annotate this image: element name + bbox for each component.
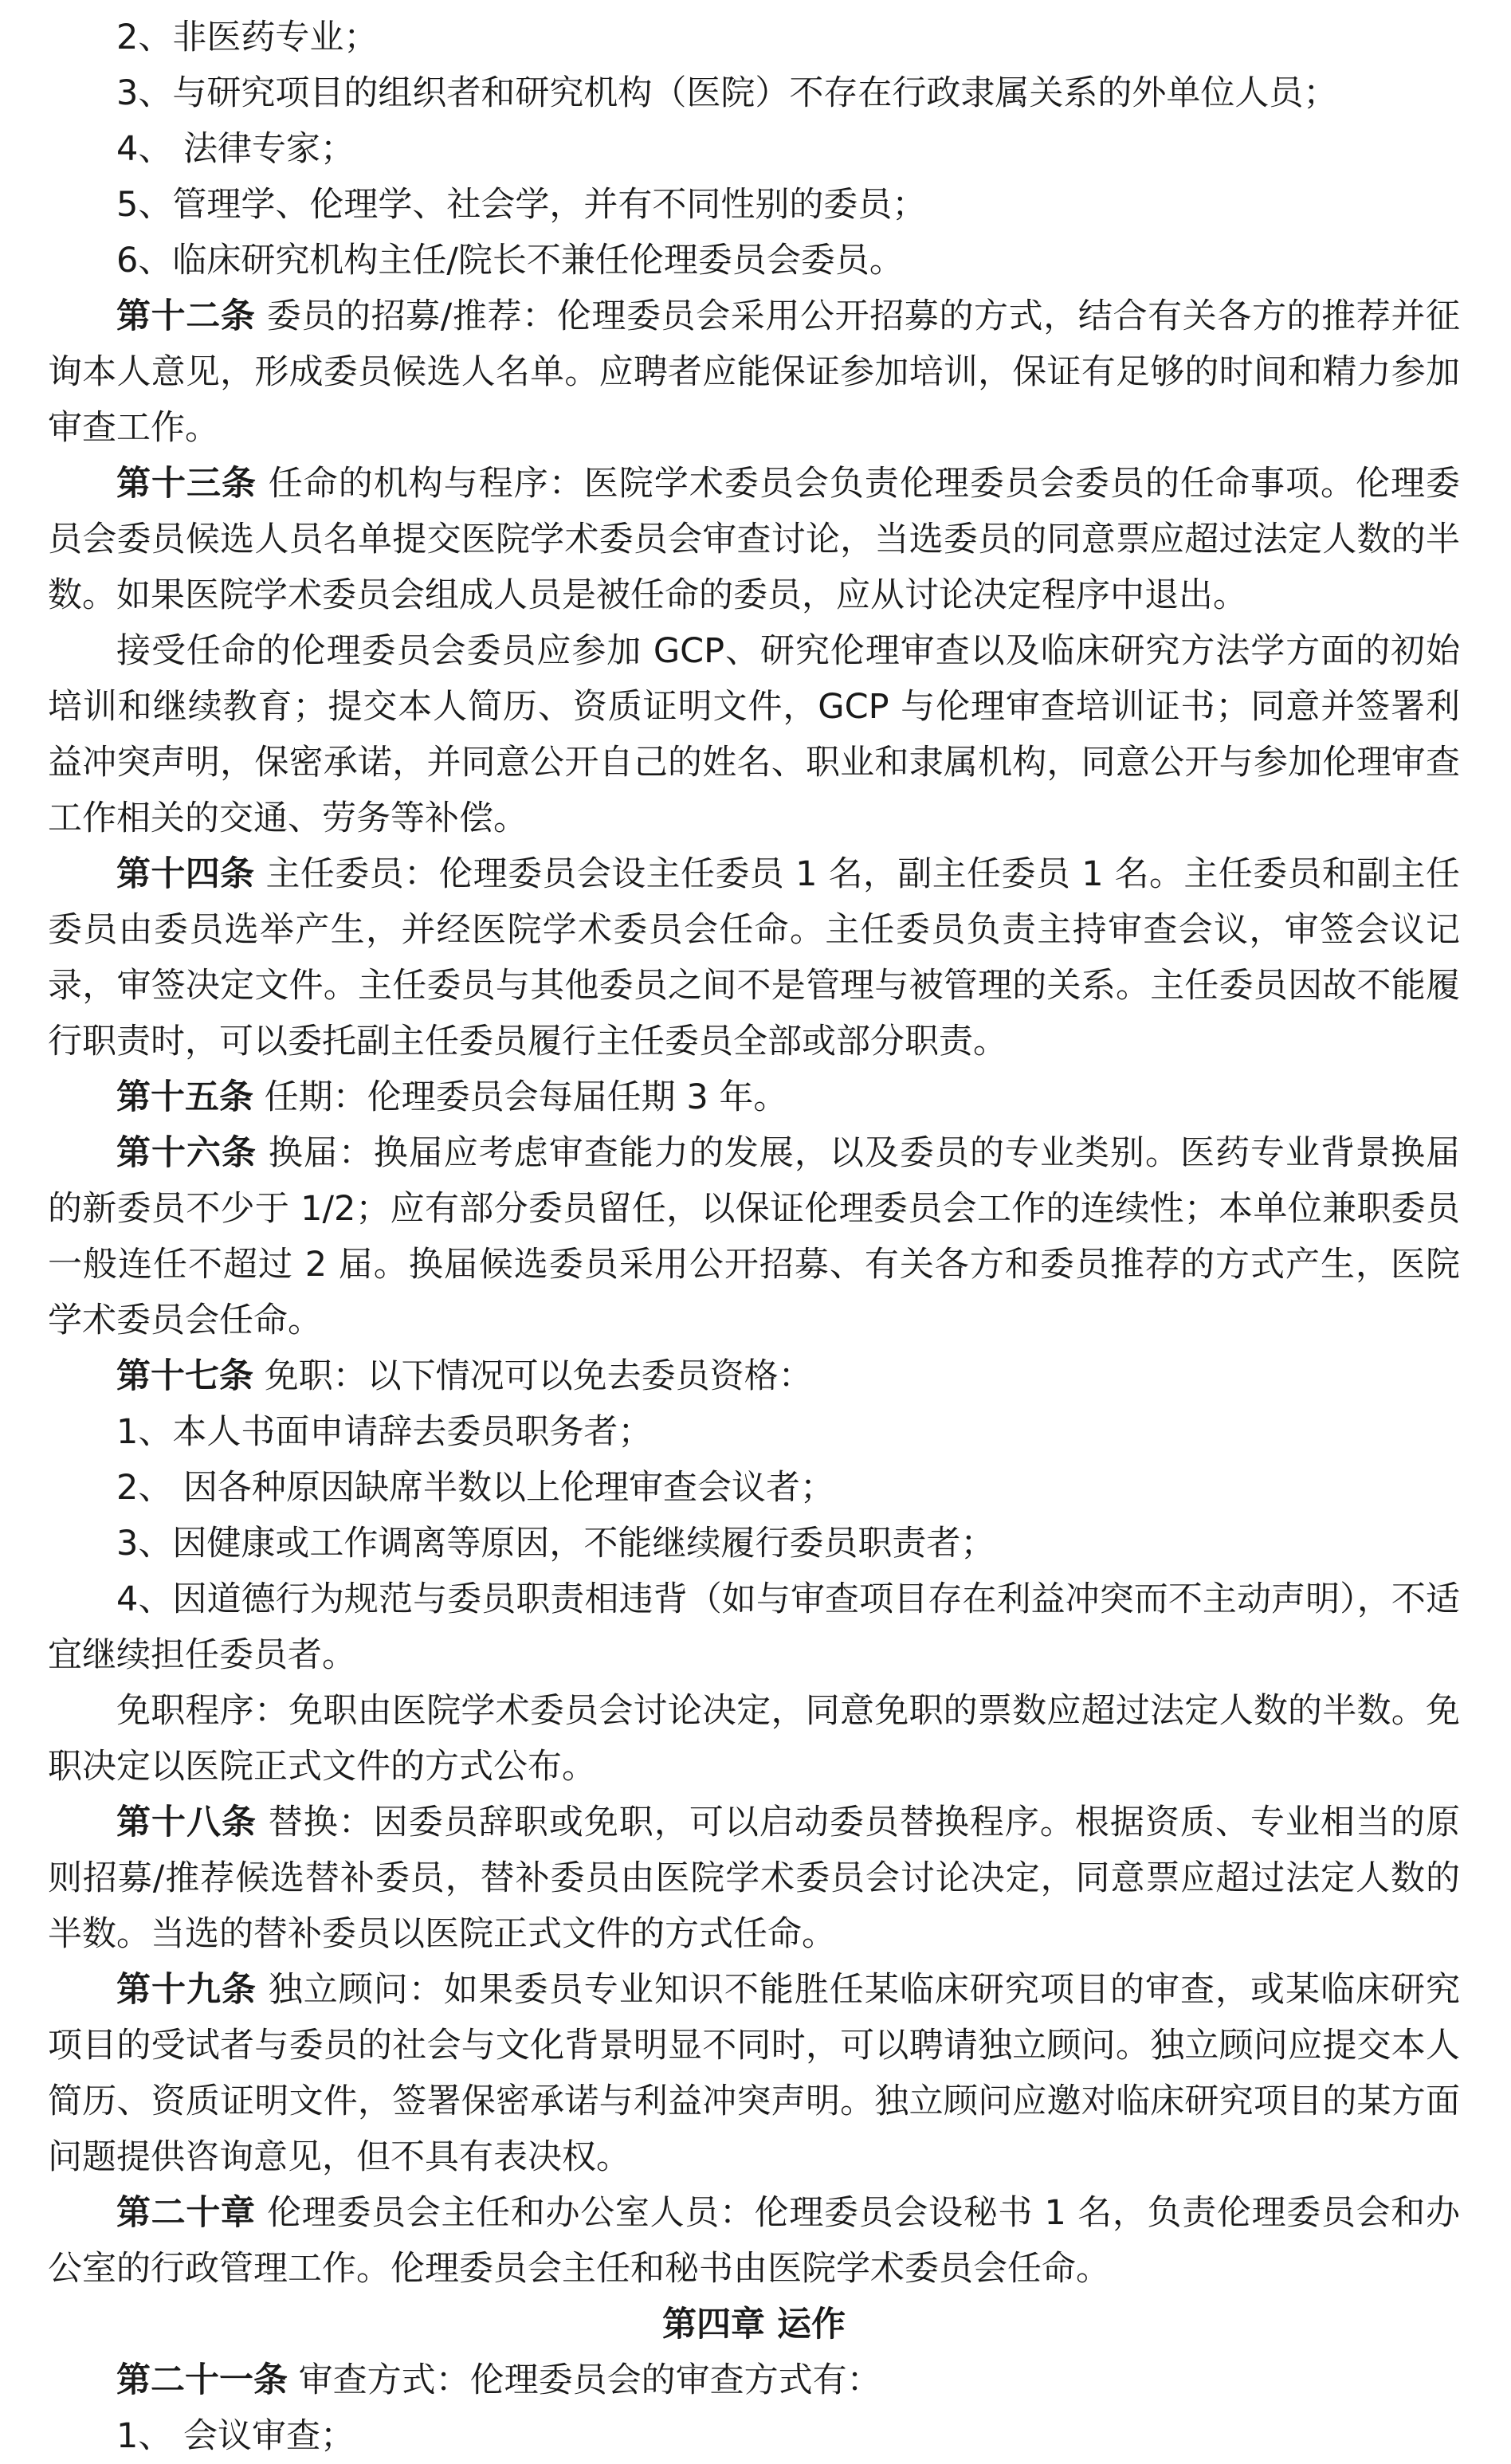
paragraph <box>48 1571 1460 1683</box>
paragraph-text: 2、非医药专业； <box>116 18 379 57</box>
paragraph-text: 6、临床研究机构主任/院长不兼任伦理委员会委员。 <box>116 241 904 281</box>
paragraph-text: 3、因健康或工作调离等原因，不能继续履行委员职责者； <box>116 1524 995 1564</box>
article-paragraph <box>48 1125 1460 1348</box>
article-paragraph <box>48 1962 1460 2185</box>
article-label: 第十八条 <box>116 1803 257 1842</box>
article-label: 第十四条 <box>116 854 255 894</box>
paragraph-text: 独立顾问：如果委员专业知识不能胜任某临床研究项目的审查，或某临床研究项目的受试者与委员的社会与文化背景明显不同时，可以聘请独立顾问。独立顾问应提交本人简历、资质证明文件，签署保密承诺与利益冲突声明。独立顾问应邀对临床研究项目的某方面问题提供咨询意见，但不具有表决权。 <box>48 1970 1461 2177</box>
article-paragraph <box>48 288 1460 456</box>
paragraph-text: 主任委员：伦理委员会设主任委员 1 名，副主任委员 1 名。主任委员和副主任委员由委员选举产生，并经医院学术委员会任命。主任委员负责主持审查会议，审签会议记录，审签决定文件。主任委员与其他委员之间不是管理与被管理的关系。主任委员因故不能履行职责时，可以委托副主任委员履行主任委员全部或部分职责。 <box>48 854 1461 1061</box>
paragraph-text: 4、 法律专家； <box>116 129 355 169</box>
paragraph <box>48 1683 1460 1795</box>
paragraph-text: 换届：换届应考虑审查能力的发展，以及委员的专业类别。医药专业背景换届的新委员不少于 1/2；应有部分委员留任，以保证伦理委员会工作的连续性；本单位兼职委员一般连任不超过 2 届。换届候选委员采用公开招募、有关各方和委员推荐的方式产生，医院学术委员会任命。 <box>48 1133 1461 1340</box>
paragraph-text: 接受任命的伦理委员会委员应参加 GCP、研究伦理审查以及临床研究方法学方面的初始培训和继续教育；提交本人简历、资质证明文件，GCP 与伦理审查培训证书；同意并签署利益冲突声明，保密承诺，并同意公开自己的姓名、职业和隶属机构，同意公开与参加伦理审查工作相关的交通、劳务等补偿。 <box>48 631 1460 838</box>
list-item <box>48 177 1460 233</box>
article-paragraph <box>48 2185 1460 2297</box>
paragraph-text: 伦理委员会主任和办公室人员：伦理委员会设秘书 1 名，负责伦理委员会和办公室的行政管理工作。伦理委员会主任和秘书由医院学术委员会任命。 <box>48 2193 1460 2289</box>
paragraph-text: 任命的机构与程序：医院学术委员会负责伦理委员会委员的任命事项。伦理委员会委员候选人员名单提交医院学术委员会审查讨论，当选委员的同意票应超过法定人数的半数。如果医院学术委员会组成人员是被任命的委员，应从讨论决定程序中退出。 <box>48 464 1461 615</box>
list-item <box>48 233 1460 288</box>
article-paragraph <box>48 1795 1460 1962</box>
paragraph-text: 审查方式：伦理委员会的审查方式有： <box>288 2360 881 2400</box>
article-paragraph <box>48 1348 1460 1404</box>
paragraph-text: 任期：伦理委员会每届任期 3 年。 <box>253 1077 788 1117</box>
paragraph <box>48 623 1460 846</box>
article-label: 第十三条 <box>116 464 257 504</box>
paragraph-text: 5、管理学、伦理学、社会学，并有不同性别的委员； <box>116 185 927 225</box>
paragraph-text: 1、 会议审查； <box>116 2416 355 2456</box>
article-label: 第十五条 <box>116 1077 253 1117</box>
article-paragraph <box>48 846 1460 1069</box>
article-label: 第十七条 <box>116 1356 253 1396</box>
article-label: 第十六条 <box>116 1133 257 1173</box>
paragraph-text: 3、与研究项目的组织者和研究机构（医院）不存在行政隶属关系的外单位人员； <box>116 73 1338 113</box>
article-label: 第十二条 <box>116 296 256 336</box>
paragraph-text: 免职：以下情况可以免去委员资格： <box>253 1356 813 1396</box>
article-label: 第十九条 <box>116 1970 257 2010</box>
paragraph-text: 替换：因委员辞职或免职，可以启动委员替换程序。根据资质、专业相当的原则招募/推荐候选替补委员，替补委员由医院学术委员会讨论决定，同意票应超过法定人数的半数。当选的替补委员以医院正式文件的方式任命。 <box>48 1803 1461 1954</box>
article-paragraph <box>48 2352 1460 2408</box>
paragraph-text: 委员的招募/推荐：伦理委员会采用公开招募的方式，结合有关各方的推荐并征询本人意见，形成委员候选人名单。应聘者应能保证参加培训，保证有足够的时间和精力参加审查工作。 <box>48 296 1461 448</box>
paragraph-text: 4、因道德行为规范与委员职责相违背（如与审查项目存在利益冲突而不主动声明），不适宜继续担任委员者。 <box>48 1579 1460 1675</box>
list-item <box>48 1516 1460 1571</box>
document-body <box>48 10 1460 2464</box>
paragraph-text: 2、 因各种原因缺席半数以上伦理审查会议者； <box>116 1468 835 1508</box>
article-paragraph <box>48 456 1460 623</box>
list-item <box>48 10 1460 65</box>
list-item <box>48 1404 1460 1460</box>
chapter-heading <box>48 2297 1460 2352</box>
paragraph-text: 免职程序：免职由医院学术委员会讨论决定，同意免职的票数应超过法定人数的半数。免职决定以医院正式文件的方式公布。 <box>48 1691 1460 1787</box>
list-item <box>48 65 1460 121</box>
list-item <box>48 121 1460 177</box>
paragraph-text: 1、本人书面申请辞去委员职务者； <box>116 1412 653 1452</box>
paragraph-text: 第四章 运作 <box>662 2305 846 2344</box>
list-item <box>48 2408 1460 2464</box>
article-paragraph <box>48 1069 1460 1125</box>
article-label: 第二十章 <box>116 2193 256 2233</box>
article-label: 第二十一条 <box>116 2360 288 2400</box>
list-item <box>48 1460 1460 1516</box>
